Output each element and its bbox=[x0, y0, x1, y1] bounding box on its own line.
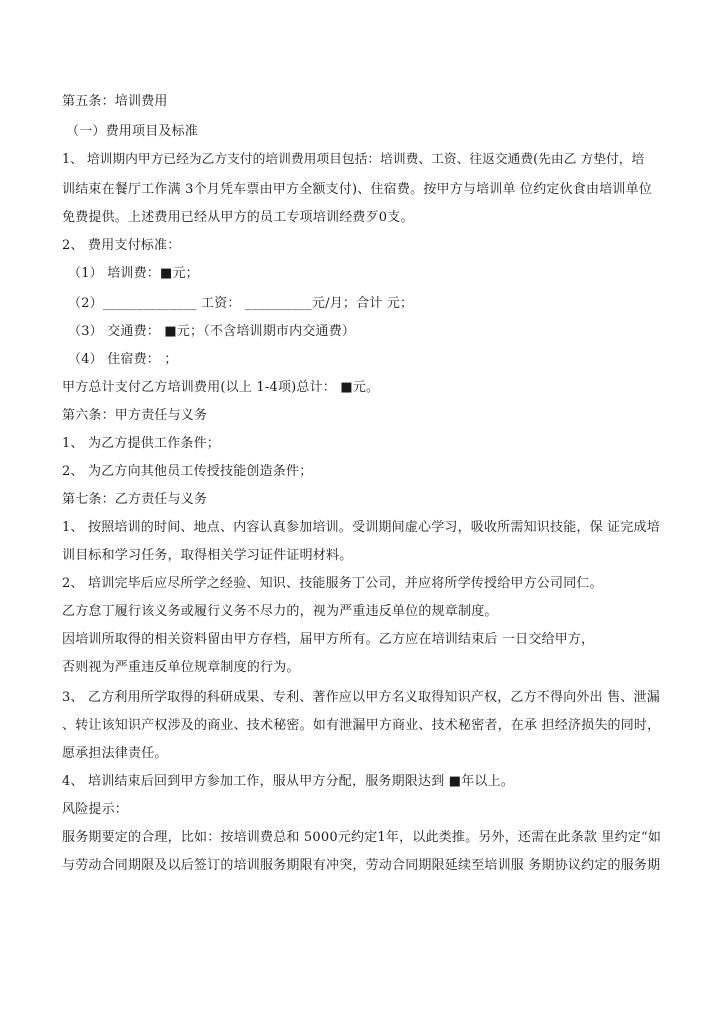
clause-2-heading: 2、 费用支付标准： bbox=[62, 238, 181, 253]
risk-notice-line-2: 与劳动合同期限及以后签订的培训服务期限有冲突，劳动合同期限延续至培训服 务期协议约定的服务期 bbox=[62, 858, 661, 873]
party-b-duty-3-line-1: 3、 乙方利用所学取得的科研成果、专利、著作应以甲方名义取得知识产权，乙方不得向外出 售、泄漏 bbox=[62, 690, 660, 705]
party-a-duty-2: 2、 为乙方向其他员工传授技能创造条件； bbox=[62, 464, 313, 479]
article-7-heading: 第七条：乙方责任与义务 bbox=[62, 492, 208, 507]
party-b-duty-3-line-2: 、转让该知识产权涉及的商业、技术秘密。如有泄漏甲方商业、技术秘密者，在承 担经济损失的同时， bbox=[62, 718, 661, 733]
clause-1-line-3: 免费提供。上述费用已经从甲方的员工专项培训经费歹0支。 bbox=[62, 210, 414, 225]
risk-notice-line-1: 服务期要定的合理，比如：按培训费总和 5000元约定1年，以此类推。另外，还需在此条款 里约定“如 bbox=[62, 830, 662, 845]
article-6-heading: 第六条：甲方责任与义务 bbox=[62, 408, 208, 423]
section-1-heading: （一）费用项目及标准 bbox=[66, 124, 199, 139]
fee-item-lodging: （4） 住宿费： ； bbox=[68, 352, 178, 367]
party-b-duty-2-line-2: 乙方怠丁履行该义务或履行义务不尽力的，视为严重违反单位的规章制度。 bbox=[62, 604, 498, 619]
party-b-duty-2-line-3: 因培训所取得的相关资料留由甲方存档，届甲方所有。乙方应在培训结束后 一日交给甲方， bbox=[62, 632, 595, 647]
party-b-duty-4: 4、 培训结束后回到甲方参加工作，服从甲方分配，服务期限达到 ■年以上。 bbox=[62, 774, 515, 789]
party-b-duty-2-line-4: 否则视为严重违反单位规章制度的行为。 bbox=[62, 660, 300, 675]
fee-item-wage: （2）______________ 工资： __________元/月；合计 元； bbox=[68, 296, 414, 311]
party-a-duty-1: 1、 为乙方提供工作条件； bbox=[62, 436, 221, 451]
party-b-duty-1-line-2: 训目标和学习任务，取得相关学习证件证明材料。 bbox=[62, 548, 353, 563]
clause-1-line-2: 训结束在餐厅工作满 3个月凭车票由甲方全额支付)、住宿费。按甲方与培训单 位约定伙食由培训单位 bbox=[62, 182, 653, 197]
fee-item-training: （1） 培训费：■元； bbox=[68, 266, 199, 281]
fee-item-transport: （3） 交通费： ■元；（不含培训期市内交通费） bbox=[68, 324, 356, 339]
fee-total-line: 甲方总计支付乙方培训费用(以上 1-4项)总计： ■元。 bbox=[62, 380, 380, 395]
article-5-heading: 第五条：培训费用 bbox=[62, 94, 168, 109]
party-b-duty-2-line-1: 2、 培训完毕后应尽所学之经验、知识、技能服务丁公司，并应将所学传授给甲方公司同仁。 bbox=[62, 576, 603, 591]
party-b-duty-3-line-3: 愿承担法律责任。 bbox=[62, 746, 168, 761]
risk-notice-heading: 风险提示： bbox=[62, 802, 129, 817]
party-b-duty-1-line-1: 1、 按照培训的时间、地点、内容认真参加培训。受训期间虚心学习，吸收所需知识技能，保 证完成培 bbox=[62, 520, 660, 535]
clause-1-line-1: 1、 培训期内甲方已经为乙方支付的培训费用项目包括：培训费、工资、往返交通费(先由乙 方垫付，培 bbox=[62, 152, 645, 167]
